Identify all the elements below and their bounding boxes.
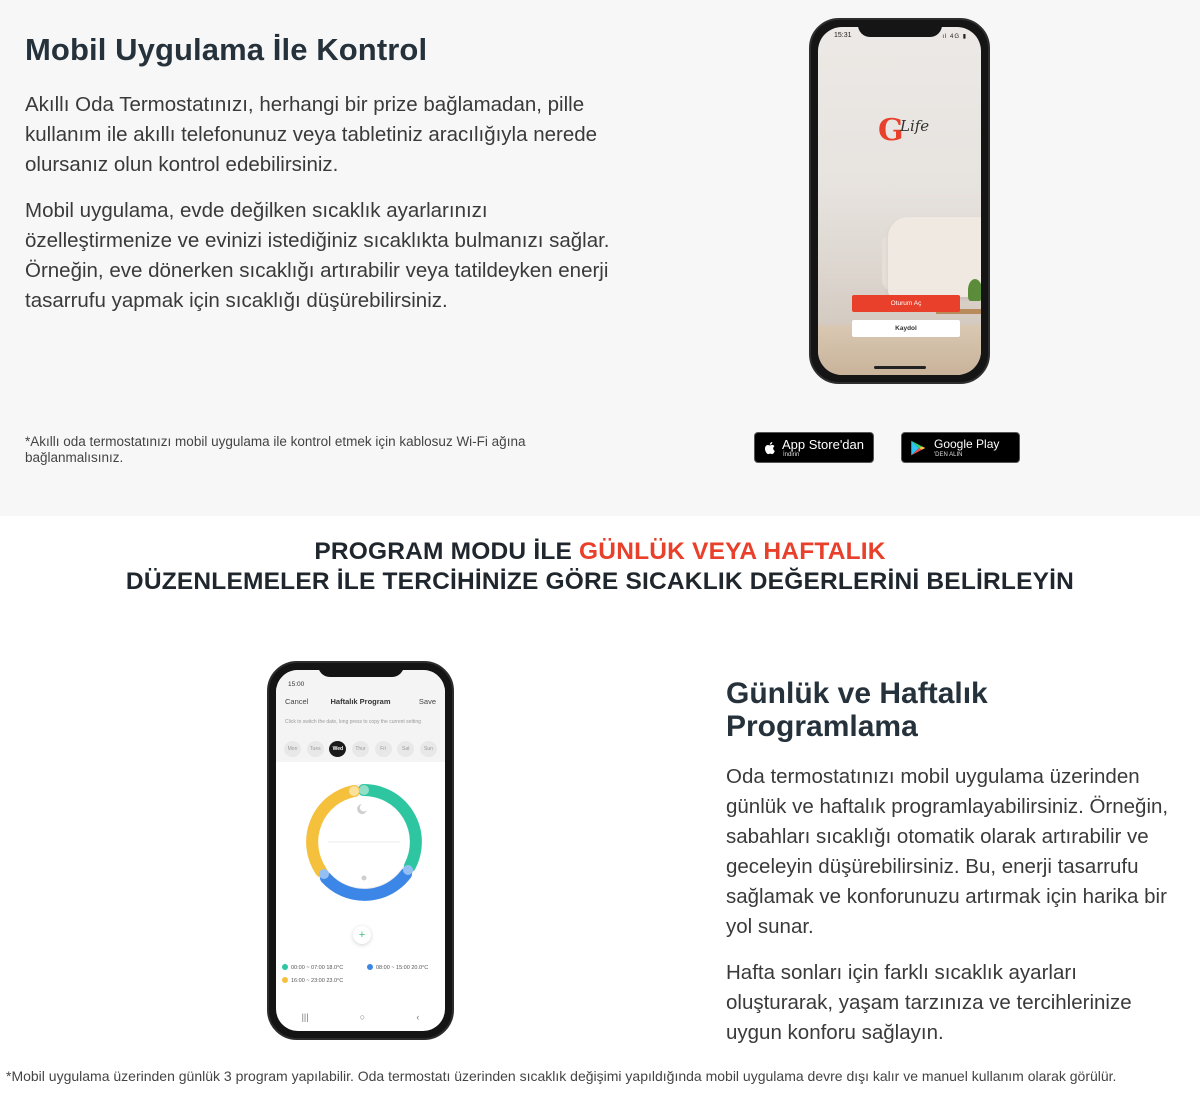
phone-notch [858,20,942,37]
google-play-icon [909,439,927,457]
day-sat[interactable]: Sat [397,741,414,757]
back-icon[interactable]: ‹ [416,1012,420,1022]
sun-icon [362,876,367,881]
logo-word: Life [900,117,930,135]
phone-notch [318,663,404,677]
phone-mockup-login [809,18,990,384]
handle-2[interactable] [403,865,413,875]
status-time: 15:00 [288,681,305,688]
google-play-sublabel: 'DEN ALIN [934,452,963,458]
segment-evening [312,791,354,871]
handle-1[interactable] [359,785,369,795]
app-store-badge[interactable] [754,432,874,463]
day-wed[interactable]: Wed [329,741,346,757]
status-time: 15:31 [834,32,852,39]
recent-apps-icon[interactable]: ||| [301,1012,309,1022]
login-button[interactable]: Oturum Aç [852,295,960,312]
programming-paragraph: Oda termostatınızı mobil uygulama üzerinden günlük ve haftalık programlayabilirsiniz. Örneğin, sabahları sıcaklığı otomatik olarak artırabilir ve geceleyin düşürebilirsiniz. Bu, enerji tasarrufu sağlamak ve konforunuzu artırmak için harika bir yol sunar. [726,765,1169,938]
home-indicator [874,366,926,369]
legend-label: 08:00 ~ 15:00 20.0°C [376,965,429,971]
phone-screen [818,27,981,375]
headline-part-2: DÜZENLEMELER İLE TERCİHİNİZE GÖRE SICAKLIK DEĞERLERİNİ BELİRLEYİN [125,568,1075,595]
schedule-dial[interactable] [300,778,428,906]
add-program-button[interactable]: + [353,926,371,944]
headline-highlight: GÜNLÜK VEYA HAFTALIK [579,538,886,565]
app-store-label: App Store'dan [782,437,864,452]
weekend-paragraph: Hafta sonları için farklı sıcaklık ayarları oluşturarak, yaşam tarzınıza ve tercihlerinize uygun konforu sağlayın. [726,961,1132,1044]
detail-paragraph: Mobil uygulama, evde değilken sıcaklık ayarlarınızı özelleştirmenize ve evinizi istediğiniz sıcaklıkta bulmanızı sağlar. Örneğin, eve dönerken sıcaklığı artırabilir veya tatildeyken enerji tasarrufu yapmak için sıcaklığı düşürebilirsiniz. [25,199,610,312]
save-button[interactable]: Save [418,697,436,706]
section-title: Günlük ve Haftalık Programlama [726,677,988,743]
sofa-illustration [888,217,981,297]
intro-paragraph: Akıllı Oda Termostatınızı, herhangi bir prize bağlamadan, pille kullanım ile akıllı telefonunuz veya tabletiniz aracılığıyla nerede olursanız olun kontrol edebilirsiniz. [25,93,598,176]
home-icon[interactable]: ○ [359,1012,366,1022]
phone-screen [276,670,445,1031]
day-selector [284,741,437,757]
handle-4[interactable] [349,786,359,796]
legend-item-2 [367,964,428,971]
legend-item-1 [282,964,343,971]
android-nav-bar [276,1003,445,1031]
day-fri[interactable]: Fri [375,741,392,757]
plant-illustration [968,279,981,301]
google-play-badge[interactable] [901,432,1020,463]
legend-label: 00:00 ~ 07:00 18.0°C [291,965,344,971]
schedule-title: Haftalık Program [330,697,391,706]
moon-icon [357,804,367,814]
register-button[interactable]: Kaydol [852,320,960,337]
section-title: Mobil Uygulama İle Kontrol [25,32,428,67]
apple-icon [762,440,778,456]
program-mode-headline [0,537,1200,597]
day-thur[interactable]: Thur [352,741,369,757]
glife-logo [878,113,930,148]
legend-label: 16:00 ~ 23:00 23.0°C [291,978,344,984]
wifi-note: *Akıllı oda termostatınızı mobil uygulama ile kontrol etmek için kablosuz Wi-Fi ağına bağlanmalısınız. [25,434,526,465]
status-icons: ıl 4G ▮ [942,34,967,40]
headline-part-1: PROGRAM MODU İLE [314,538,580,565]
day-sun[interactable]: Sun [420,741,437,757]
google-play-label: Google Play [934,437,1000,451]
program-footnote: *Mobil uygulama üzerinden günlük 3 program yapılabilir. Oda termostatı üzerinden sıcaklık değişimi yapıldığında mobil uygulama devre dışı kalır ve manuel kullanım olarak görülür. [6,1068,1117,1084]
legend-dot [282,977,288,983]
day-mon[interactable]: Mon [284,741,301,757]
phone-mockup-schedule [267,661,454,1040]
handle-3[interactable] [319,869,329,879]
mobile-control-section [0,0,1200,516]
legend-dot [282,964,288,970]
schedule-hint: Click to switch the date, long press to copy the current setting [285,719,421,725]
cancel-button[interactable]: Cancel [285,697,309,706]
day-tues[interactable]: Tues [307,741,324,757]
legend-dot [367,964,373,970]
app-store-sublabel: İndirin [783,452,800,458]
segment-morning [364,790,416,866]
legend-item-3 [282,977,343,984]
logo-letter: G [878,113,904,148]
